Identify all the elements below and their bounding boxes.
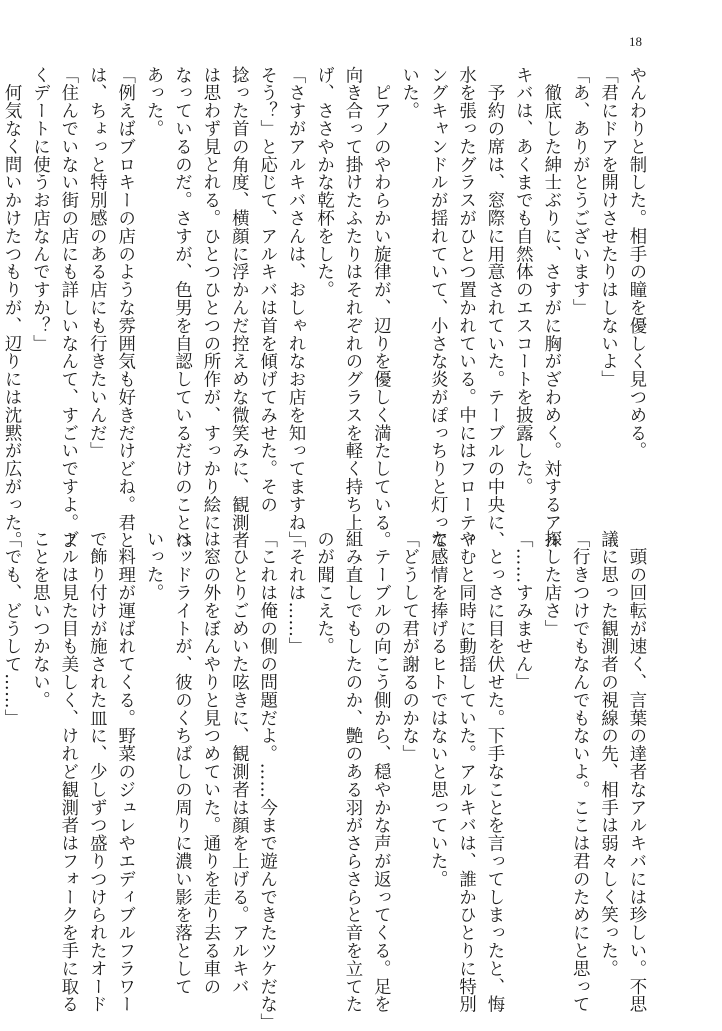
text-line: げ、ささやかな乾杯をした。 — [313, 66, 334, 299]
text-line: あった。 — [143, 66, 164, 138]
text-line: 「でも、どうして……」 — [1, 530, 22, 727]
text-line: 水を張ったグラスがひとつ置かれている。中にはフローティ — [455, 66, 476, 550]
text-line: やんわりと制した。相手の瞳を優しく見つめる。 — [626, 66, 646, 460]
text-line: 探した店さ」 — [540, 530, 561, 638]
text-line: ことを思いつかない。 — [29, 530, 50, 709]
text-line: は、ちょっと特別感のある店にも行きたいんだ」 — [86, 66, 107, 460]
text-line: 「行きつけでもなんでもないよ。ここは君のためにと思って — [569, 530, 590, 1014]
text-line: 何気なく問いかけたつもりが、辺りには沈黙が広がった。 — [1, 66, 22, 550]
text-line: やむと同時に動揺していた。アルキバは、誰かひとりに特別 — [455, 530, 476, 1014]
text-line: 「これは俺の側の問題だよ。……今まで遊んできたツケだな」 — [256, 530, 277, 1031]
text-line: のが聞こえた。 — [313, 530, 334, 656]
text-line: 捻った首の角度、横顔に浮かんだ控えめな微笑みに、観測者 — [228, 66, 249, 550]
text-line: ングキャンドルが揺れていて、小さな炎がぽっちりと灯って — [427, 66, 448, 550]
text-line: 「例えばブロキーの店のような雰囲気も好きだけどね。君と — [114, 66, 135, 550]
text-line: 頭の回転が速く、言葉の達者なアルキバには珍しい。不思 — [626, 530, 646, 1014]
text-line: 「どうして君が謝るのかな」 — [398, 530, 419, 763]
text-line: は思わず見とれる。ひとつひとつの所作が、すっかり絵に — [199, 66, 220, 532]
text-line: 「あ、ありがとうございます」 — [569, 66, 590, 317]
text-line: いった。 — [143, 530, 164, 602]
text-line: 「それは……」 — [285, 530, 306, 656]
text-line: 「君にドアを開けさせたりはしないよ」 — [597, 66, 618, 389]
text-line: 「……すみません」 — [512, 530, 533, 692]
text-block-top — [1, 66, 650, 550]
text-line: 組み直しでもしたのか、艶のある羽がさらさらと音を立てた — [341, 530, 362, 1014]
text-line: 予約の席は、窓際に用意されていた。テーブルの中央に、 — [483, 66, 504, 550]
text-line: 徹底した紳士ぶりに、さすがに胸がざわめく。対するアル — [540, 66, 561, 550]
text-line: 「さすがアルキバさんは、おしゃれなお店を知ってますね」 — [285, 66, 306, 550]
text-line: 議に思った観測者の視線の先、相手は弱々しく笑った。 — [597, 530, 618, 978]
text-line: くデートに使うお店なんですか？」 — [29, 66, 50, 353]
text-line: キバは、あくまでも自然体のエスコートを披露した。 — [512, 66, 533, 496]
text-line: そう？」と応じて、アルキバは首を傾げてみせた。その — [256, 66, 277, 514]
text-line: ひとりごめいた呟きに、観測者は顔を上げる。アルキバ — [228, 530, 249, 996]
text-line: とっさに目を伏せた。下手なことを言ってしまったと、悔 — [483, 530, 504, 1014]
text-line: 料理が運ばれてくる。野菜のジュレやエディブルフラワー — [114, 530, 135, 1014]
text-line: なっているのだ。さすが、色男を自認しているだけのことは — [171, 66, 192, 550]
text-line: 向き合って掛けたふたりはそれぞれのグラスを軽く持ち上 — [341, 66, 362, 532]
text-line: ヘッドライトが、彼のくちばしの周りに濃い影を落として — [171, 530, 192, 996]
text-line: で飾り付けが施された皿に、少しずつ盛りつけられたオード — [86, 530, 107, 1014]
page-number: 18 — [629, 34, 642, 49]
text-line: な感情を捧げるヒトではないと思っていた。 — [427, 530, 448, 888]
text-line: ピアノのやわらかい旋律が、辺りを優しく満たしている。 — [370, 66, 391, 550]
text-line: いた。 — [398, 66, 419, 120]
text-line: 「住んでいない街の店にも詳しいなんて、すごいですよ。よ — [57, 66, 78, 550]
text-line: は窓の外をぼんやりと見つめていた。通りを走り去る車の — [199, 530, 220, 996]
text-line: ブルは見た目も美しく、けれど観測者はフォークを手に取る — [57, 530, 78, 1014]
text-block-bottom — [1, 530, 650, 1031]
text-line: テーブルの向こう側から、穏やかな声が返ってくる。足を — [370, 530, 391, 1014]
